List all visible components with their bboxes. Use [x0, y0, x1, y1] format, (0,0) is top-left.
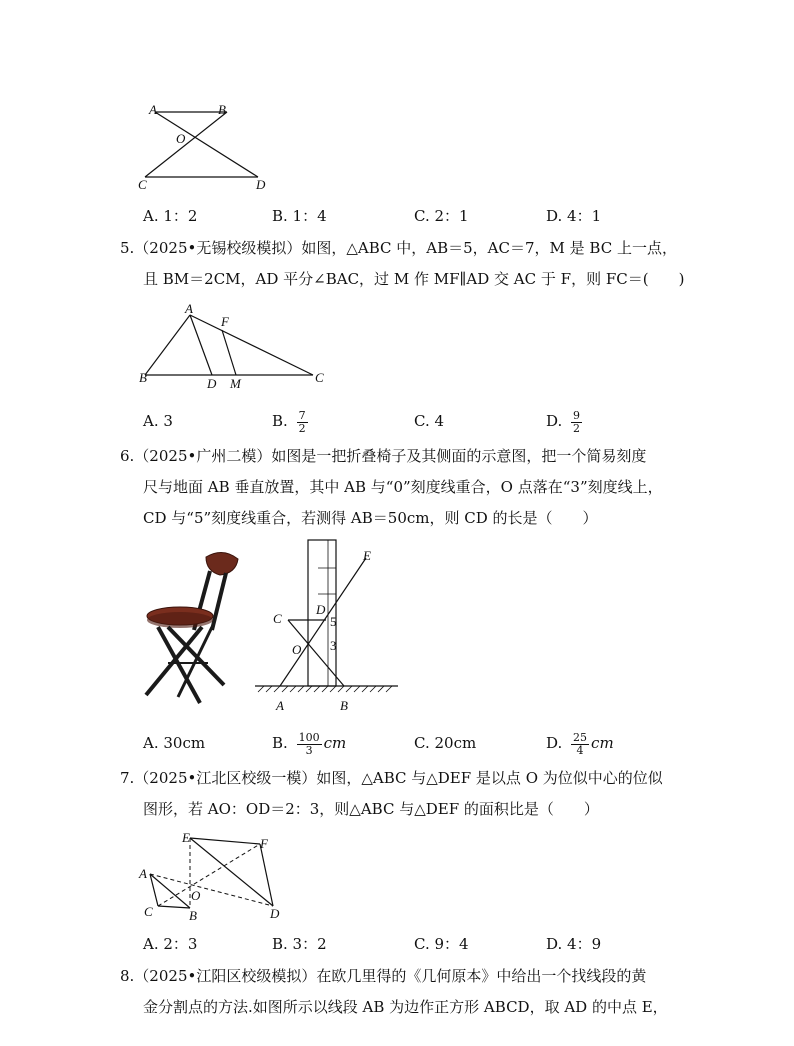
q4-label-a: A	[149, 102, 157, 117]
folding-chair-image	[138, 545, 243, 710]
q7-label-d: D	[270, 906, 280, 921]
q5-option-c: C. 4	[414, 412, 445, 430]
q6-option-d-den: 4	[576, 743, 584, 757]
q5-label-f: F	[221, 314, 229, 329]
q6-option-d	[546, 725, 614, 761]
q6-option-a: A. 30cm	[143, 734, 206, 752]
q6-stem-line2: 尺与地面 AB 垂直放置，其中 AB 与“0”刻度线重合，O 点落在“3”刻度线上，	[143, 478, 663, 496]
q5-label-b: B	[139, 370, 147, 385]
q5-stem-line1: 5.（2025•无锡校级模拟）如图，△ABC 中，AB＝5，AC＝7，M 是 BC 上一点，	[120, 239, 677, 257]
q5-option-b-prefix: B.	[272, 412, 288, 430]
q7-label-a: A	[139, 866, 147, 881]
q5-option-b	[272, 403, 308, 439]
q5-option-d	[546, 403, 582, 439]
q4-option-d: D. 4：1	[546, 207, 602, 225]
q8-stem-line1: 8.（2025•江阳区校级模拟）在欧几里得的《几何原本》中给出一个找线段的黄	[120, 967, 647, 985]
q5-figure	[130, 300, 340, 395]
q6-label-e: E	[363, 548, 371, 563]
q6-figure	[250, 538, 410, 718]
q6-label-three: 3	[330, 638, 337, 653]
q7-label-f: F	[260, 836, 268, 851]
q7-option-d: D. 4：9	[546, 935, 602, 953]
q5-label-a: A	[185, 301, 193, 316]
q5-option-d-prefix: D.	[546, 412, 563, 430]
q6-label-o: O	[292, 642, 302, 657]
q5-label-m: M	[230, 376, 241, 391]
q7-option-b: B. 3：2	[272, 935, 327, 953]
q6-option-d-unit: cm	[591, 734, 614, 752]
q5-label-d: D	[207, 376, 217, 391]
q6-label-c: C	[273, 611, 282, 626]
q6-stem-line3: CD 与“5”刻度线重合，若测得 AB＝50cm，则 CD 的长是（ ）	[143, 509, 598, 527]
q7-label-c: C	[144, 904, 153, 919]
q7-stem-line1: 7.（2025•江北区校级一模）如图，△ABC 与△DEF 是以点 O 为位似中心的位似	[120, 769, 663, 787]
q5-option-d-num: 9	[573, 408, 581, 422]
q5-option-b-fraction	[297, 410, 308, 435]
q4-figure	[130, 100, 280, 195]
q6-option-d-num: 25	[573, 730, 588, 744]
q6-label-a: A	[276, 698, 284, 713]
q5-option-b-num: 7	[298, 408, 306, 422]
q5-option-d-den: 2	[573, 421, 581, 435]
q5-option-b-den: 2	[298, 421, 306, 435]
q7-label-o: O	[191, 888, 201, 903]
q6-option-b	[272, 725, 346, 761]
q7-option-c: C. 9：4	[414, 935, 469, 953]
q6-option-b-unit: cm	[323, 734, 347, 752]
q6-label-d: D	[316, 602, 326, 617]
q5-option-d-fraction	[571, 410, 582, 435]
q6-option-d-fraction	[571, 732, 589, 757]
q4-label-d: D	[256, 177, 266, 192]
q5-option-a: A. 3	[143, 412, 173, 430]
q5-label-c: C	[315, 370, 324, 385]
q5-stem-line2: 且 BM＝2CM，AD 平分∠BAC，过 M 作 MF∥AD 交 AC 于 F，则 FC＝( )	[143, 270, 685, 288]
q7-label-e: E	[182, 830, 190, 845]
q6-label-five: 5	[330, 614, 337, 629]
q7-label-b: B	[189, 908, 197, 923]
q4-option-b: B. 1：4	[272, 207, 327, 225]
q6-option-b-fraction	[297, 732, 322, 757]
q6-option-b-num: 100	[298, 730, 320, 744]
q7-option-a: A. 2：3	[143, 935, 198, 953]
q6-option-b-prefix: B.	[272, 734, 288, 752]
q6-option-b-den: 3	[305, 743, 313, 757]
q4-label-c: C	[138, 177, 147, 192]
q8-stem-line2: 金分割点的方法.如图所示以线段 AB 为边作正方形 ABCD，取 AD 的中点 E，	[143, 998, 668, 1016]
q6-option-c: C. 20cm	[414, 734, 477, 752]
q4-option-c: C. 2：1	[414, 207, 469, 225]
q6-stem-line1: 6.（2025•广州二模）如图是一把折叠椅子及其侧面的示意图，把一个简易刻度	[120, 447, 647, 465]
q7-figure	[130, 828, 290, 928]
q4-option-a: A. 1：2	[143, 207, 198, 225]
q7-stem-line2: 图形，若 AO：OD＝2：3，则△ABC 与△DEF 的面积比是（ ）	[143, 800, 599, 818]
q4-label-o: O	[176, 131, 186, 146]
q6-option-d-prefix: D.	[546, 734, 563, 752]
q6-label-b: B	[340, 698, 348, 713]
q4-label-b: B	[218, 102, 226, 117]
